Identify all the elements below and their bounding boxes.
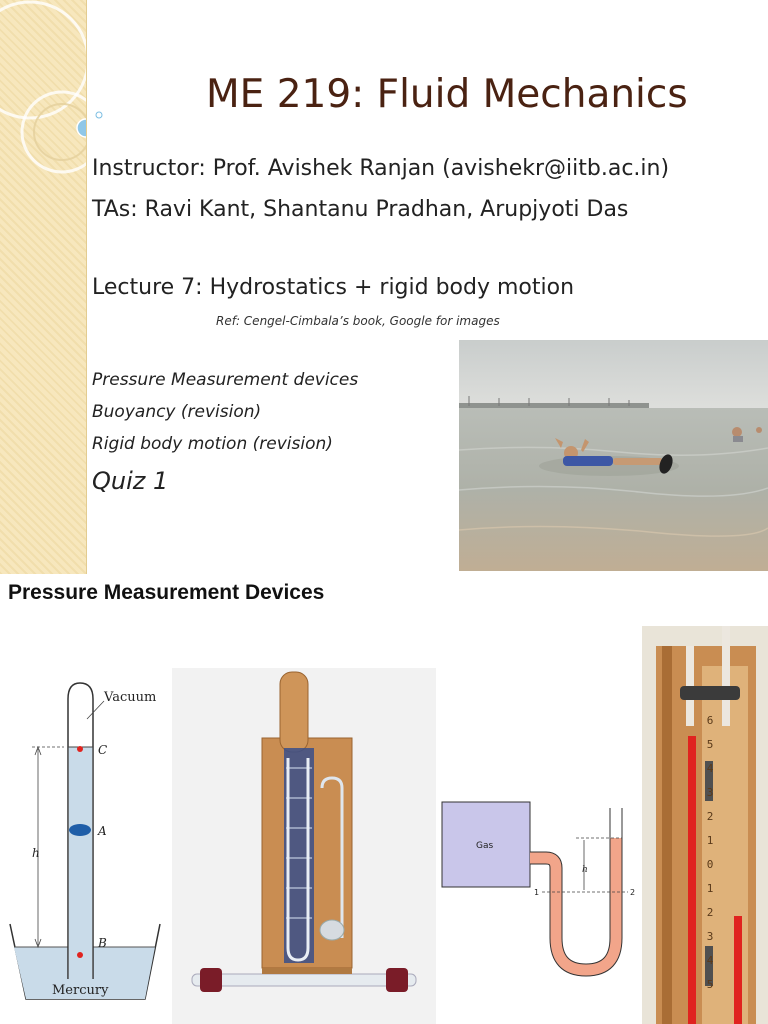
- manometer-photo: [172, 668, 436, 1024]
- scale-number: 5: [706, 978, 714, 991]
- floating-person-photo: [459, 340, 768, 571]
- point-1-label: 1: [534, 888, 540, 897]
- scale-number: 5: [706, 738, 714, 751]
- slide-pressure-devices: [0, 574, 768, 1024]
- topic-item: Buoyancy (revision): [92, 402, 262, 422]
- mercury-label: Mercury: [52, 983, 109, 998]
- scale-number: 2: [706, 906, 714, 919]
- barometer-diagram: [0, 679, 172, 1004]
- scale-number: 0: [706, 858, 714, 871]
- scale-number: 6: [706, 714, 714, 727]
- topic-item: Pressure Measurement devices: [92, 370, 359, 390]
- point-c-label: C: [98, 743, 108, 757]
- topic-item: Rigid body motion (revision): [92, 434, 333, 454]
- gas-label: Gas: [476, 841, 494, 851]
- manometer-board-photo: [642, 626, 768, 1024]
- quiz-label: Quiz 1: [92, 467, 169, 495]
- scale-number: 2: [706, 810, 714, 823]
- scale-numbers: [700, 714, 720, 1002]
- scale-number: 4: [706, 954, 714, 967]
- point-b-label: B: [98, 936, 107, 950]
- scale-number: 3: [706, 786, 714, 799]
- lecture-line: Lecture 7: Hydrostatics + rigid body motion: [92, 275, 575, 300]
- decorative-rings: [0, 0, 86, 574]
- decorative-side-band: [0, 0, 87, 574]
- u-tube-manometer-diagram: [436, 798, 636, 998]
- scale-number: 1: [706, 834, 714, 847]
- section-title: Pressure Measurement Devices: [8, 581, 325, 604]
- scale-number: 3: [706, 930, 714, 943]
- scale-number: 1: [706, 882, 714, 895]
- height-label: h: [32, 846, 40, 860]
- scale-number: 4: [706, 762, 714, 775]
- vacuum-label: Vacuum: [104, 690, 157, 705]
- tas-line: TAs: Ravi Kant, Shantanu Pradhan, Arupjyoti Das: [92, 197, 629, 222]
- manometer-height-label: h: [582, 865, 588, 875]
- point-2-label: 2: [630, 888, 636, 897]
- instructor-line: Instructor: Prof. Avishek Ranjan (avishekr@iitb.ac.in): [92, 156, 670, 181]
- decorative-bubble: [86, 100, 116, 140]
- point-a-label: A: [98, 824, 107, 838]
- slide-title-text: ME 219: Fluid Mechanics: [206, 72, 688, 117]
- reference-note: Ref: Cengel-Cimbala’s book, Google for images: [216, 314, 500, 328]
